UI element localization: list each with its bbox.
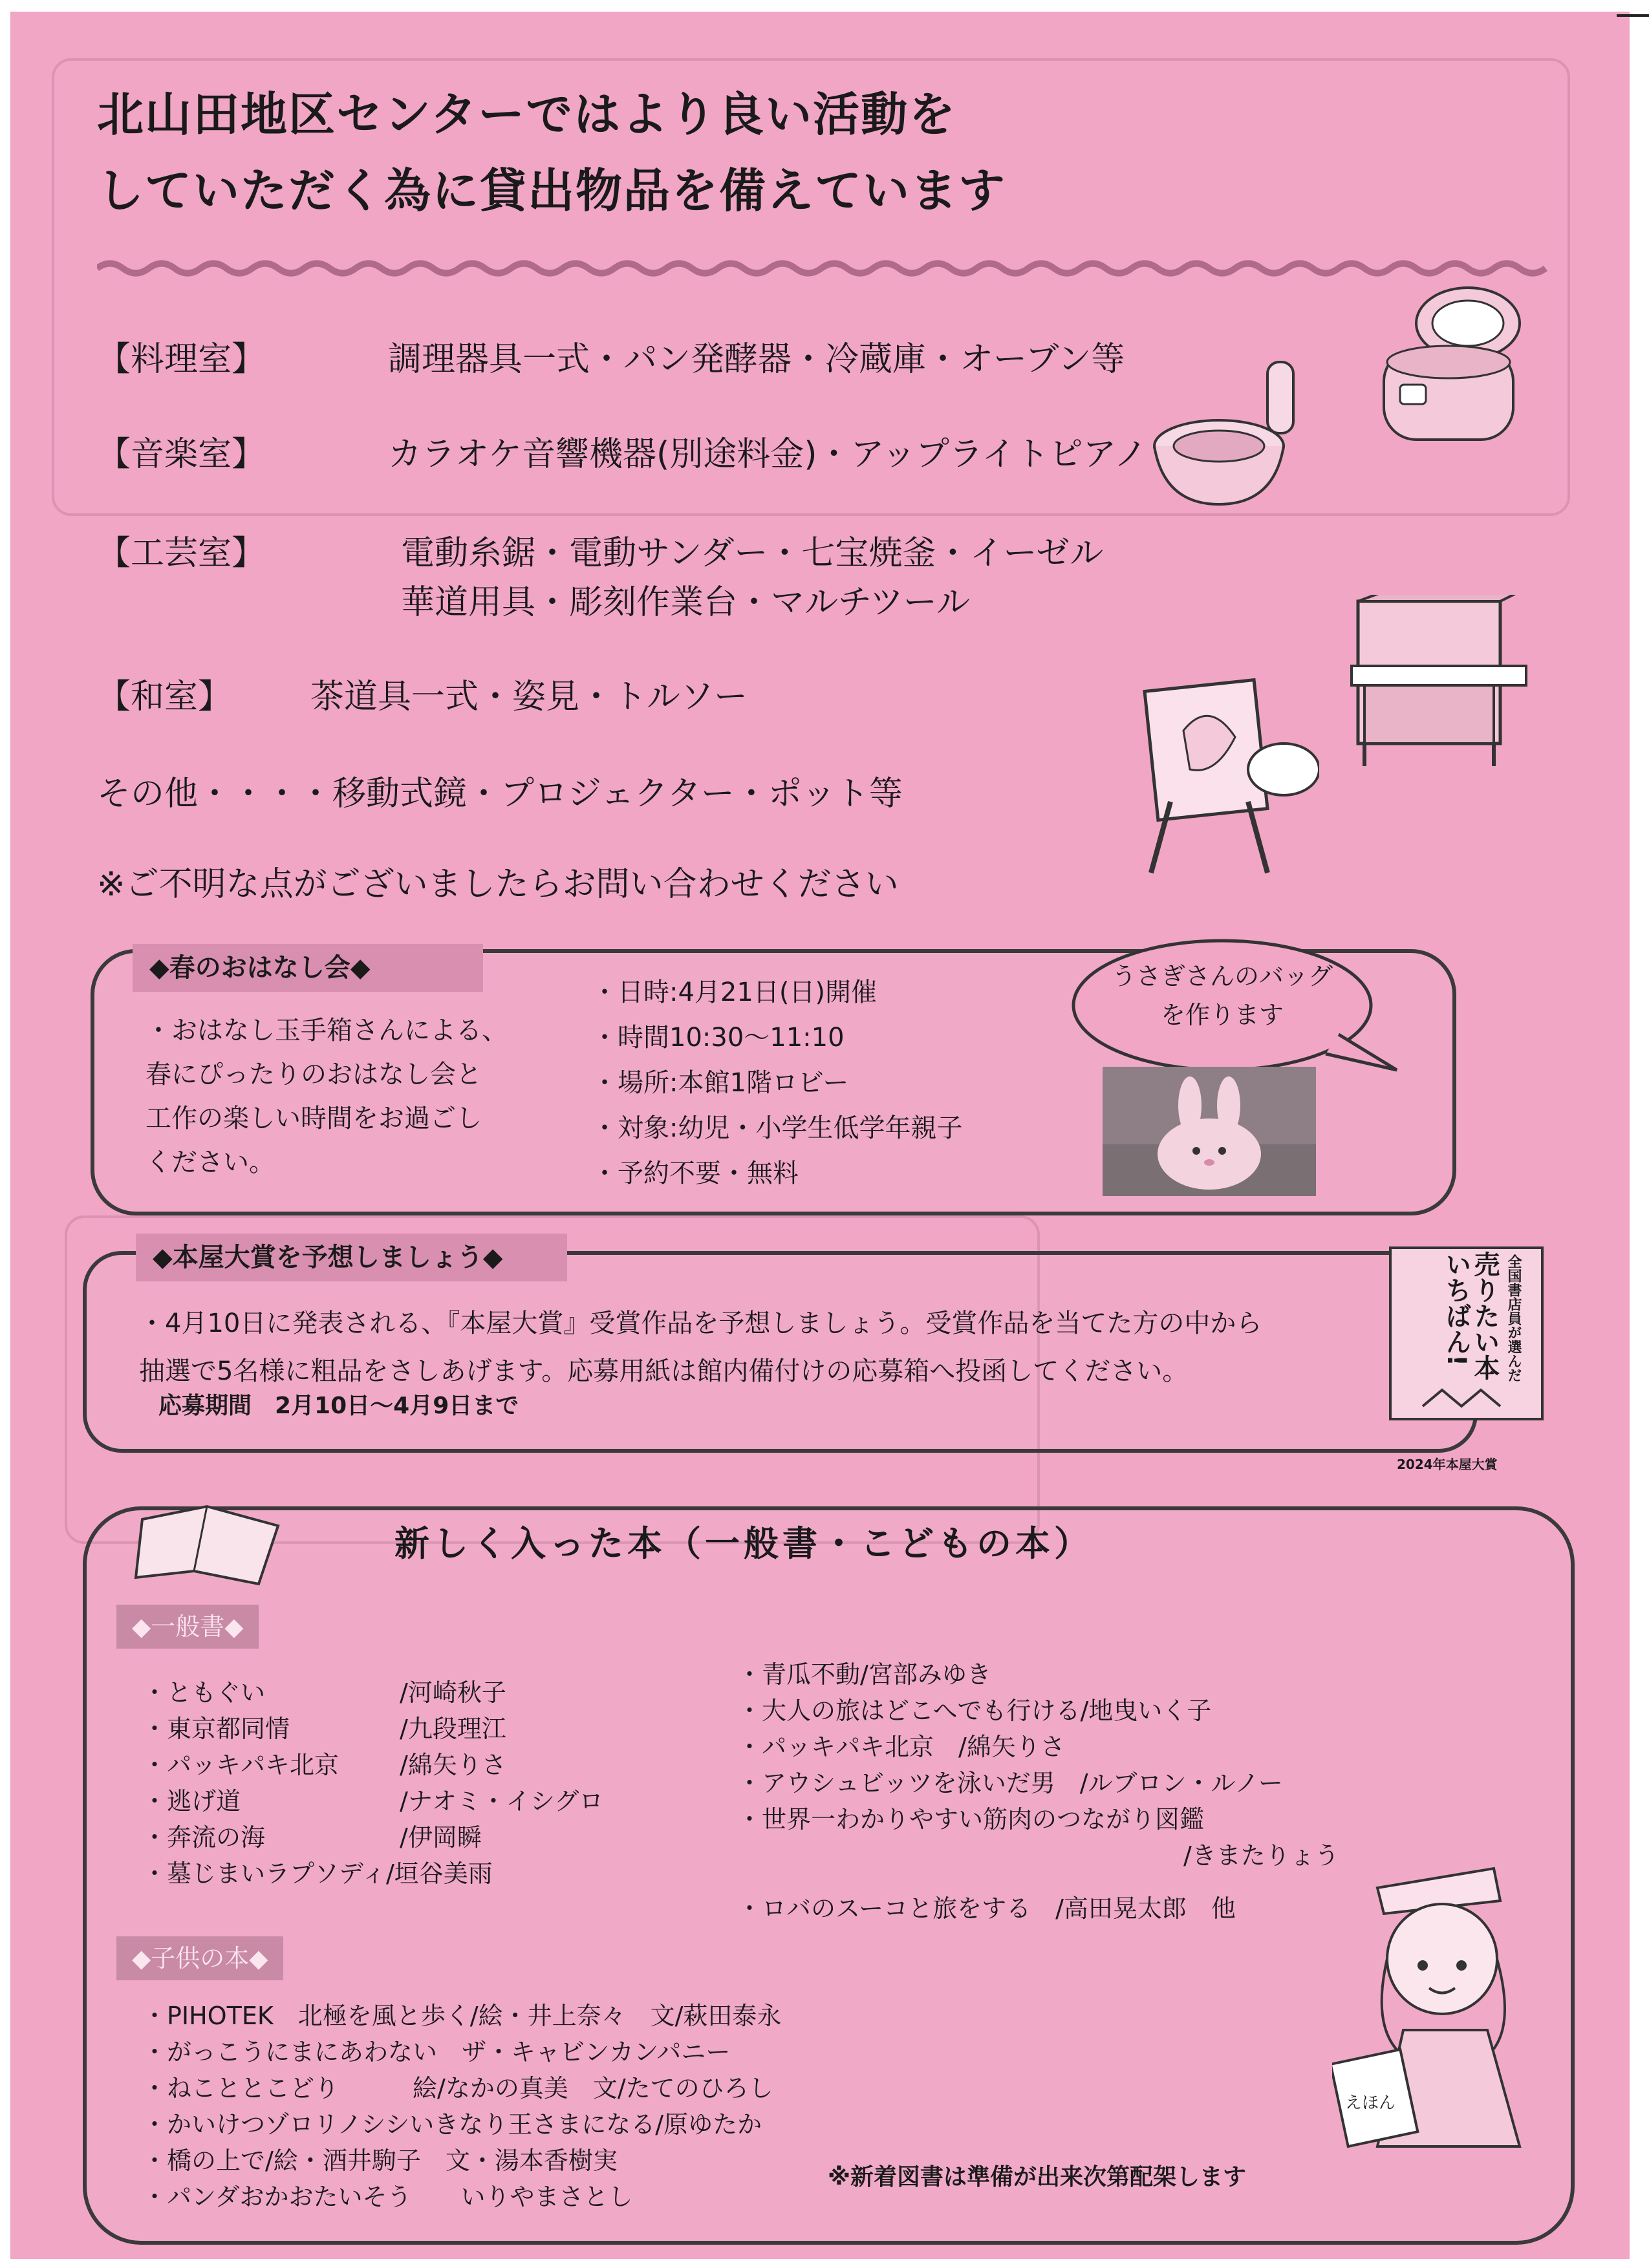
inquiry-note [97, 860, 899, 909]
list-item: ・逃げ道 /ナオミ・イシグロ [142, 1787, 604, 1815]
rabbit-bag-photo [1103, 1067, 1316, 1196]
children-books-list [142, 1998, 781, 2215]
spring-story-description [146, 1009, 508, 1184]
children-books-tag: ◆子供の本◆ [116, 1936, 283, 1980]
list-item: ・パンダおかおたいそう いりやまさとし [142, 2183, 633, 2211]
bubble-line-1: うさぎさんのバッグ [1111, 962, 1333, 990]
description-line-1: ・おはなし玉手箱さんによる、 [146, 1016, 508, 1045]
items-kitchen: 調理器具一式・パン発酵器・冷蔵庫・オーブン等 [388, 340, 1125, 379]
room-label-kitchen: 【料理室】 [97, 340, 266, 379]
rental-row-craft-cont [401, 578, 970, 627]
rental-row-music [97, 430, 1147, 479]
room-label-japanese: 【和室】 [97, 678, 232, 716]
list-item: ・墓じまいラプソディ/垣谷美雨 [142, 1859, 493, 1888]
bookstore-award-tag: ◆本屋大賞を予想しましょう◆ [136, 1234, 567, 1281]
description-line-2: 春にぴったりのおはなし会と [146, 1060, 482, 1089]
award-line-2: 抽選で5名様に粗品をさしあげます。応募用紙は館内備付けの応募箱へ投函してください。 [139, 1356, 1189, 1386]
items-other: その他・・・・移動式鏡・プロジェクター・ポット等 [97, 775, 903, 813]
badge-main-text [1442, 1251, 1499, 1380]
items-japanese: 茶道具一式・姿見・トルソー [310, 678, 748, 716]
piano-illustration [1345, 595, 1533, 769]
scan-margin-left [0, 0, 10, 2268]
list-item: ・かいけつゾロリノシシいきなり王さまになる/原ゆたか [142, 2110, 762, 2139]
list-item: ・大人の旅はどこへでも行ける/地曳いく子 [737, 1696, 1212, 1725]
scan-margin-right [1630, 0, 1649, 2268]
spring-story-details [592, 970, 962, 1196]
list-item: ・パッキパキ北京 /綿矢りさ [142, 1751, 506, 1779]
list-item: ・ともぐい /河崎秋子 [142, 1678, 506, 1707]
list-item: ・がっこうにまにあわない ザ・キャビンカンパニー [142, 2038, 731, 2066]
room-label-craft: 【工芸室】 [97, 534, 266, 573]
crop-mark [1617, 14, 1649, 17]
room-label-music: 【音楽室】 [97, 435, 266, 474]
list-item: ・ロバのスーコと旅をする /高田晃太郎 他 [737, 1894, 1236, 1923]
list-item: ・世界一わかりやすい筋肉のつながり図鑑 [737, 1805, 1205, 1834]
description-line-3: 工作の楽しい時間をお過ごし [146, 1104, 482, 1133]
general-books-tag: ◆一般書◆ [116, 1605, 259, 1649]
list-item: ・奔流の海 /伊岡瞬 [142, 1823, 482, 1852]
rice-cooker-illustration [1364, 272, 1539, 453]
badge-note: 全国書店員が選んだ [1505, 1254, 1522, 1382]
mortar-pestle-illustration [1151, 349, 1319, 511]
list-item: ・東京都同情 /九段理江 [142, 1715, 506, 1743]
list-item: ・アウシュビッツを泳いだ男 /ルブロン・ルノー [737, 1769, 1283, 1797]
detail-place: ・場所:本館1階ロビー [592, 1068, 849, 1098]
scan-margin-top [0, 0, 1649, 12]
application-period: 応募期間 2月10日～4月9日まで [158, 1393, 519, 1419]
rental-row-kitchen [97, 335, 1125, 384]
inquiry-text: ※ご不明な点がございましたらお問い合わせください [97, 865, 899, 904]
scan-margin-bottom [0, 2259, 1649, 2268]
list-item-author: /きまたりょう [1183, 1841, 1339, 1870]
general-books-list-right [737, 1656, 1339, 1927]
bookstore-award-text [139, 1300, 1262, 1395]
list-item: ・ねこととこどり 絵/なかの真美 文/たてのひろし [142, 2074, 773, 2102]
headline-line-1: 北山田地区センターではより良い活動を [97, 87, 957, 142]
detail-time: ・時間10:30～11:10 [592, 1023, 845, 1053]
badge-line-1: 売りたい本 [1470, 1251, 1500, 1380]
open-book-icon [129, 1500, 297, 1590]
page-headline [97, 76, 1390, 229]
list-item: ・PIHOTEK 北極を風と歩く/絵・井上奈々 文/萩田泰永 [142, 2002, 782, 2030]
new-books-title: 新しく入った本（一般書・こどもの本） [394, 1523, 1093, 1564]
badge-line-2: いちばん! [1441, 1251, 1471, 1367]
rental-row-craft [97, 529, 1103, 578]
easel-illustration [1125, 672, 1319, 879]
award-line-1: ・4月10日に発表される、『本屋大賞』受賞作品を予想しましょう。受賞作品を当てた方の中から [139, 1309, 1262, 1338]
items-craft-1: 電動糸鋸・電動サンダー・七宝焼釜・イーゼル [401, 534, 1104, 573]
rental-row-other [97, 769, 903, 818]
general-books-list [142, 1674, 603, 1892]
list-item: ・橋の上で/絵・酒井駒子 文・湯本香樹実 [142, 2146, 618, 2175]
picture-book-label: えほん [1345, 2093, 1396, 2113]
list-item: ・パッキパキ北京 /綿矢りさ [737, 1733, 1065, 1761]
rental-row-japanese [97, 672, 748, 722]
items-music: カラオケ音響機器(別途料金)・アップライトピアノ [388, 435, 1148, 474]
spring-story-tag: ◆春のおはなし会◆ [133, 944, 483, 992]
badge-caption: 2024年本屋大賞 [1397, 1457, 1498, 1472]
items-craft-2: 華道用具・彫刻作業台・マルチツール [401, 583, 970, 622]
shelving-note: ※新着図書は準備が出来次第配架します [828, 2164, 1246, 2190]
detail-target: ・対象:幼児・小学生低学年親子 [592, 1113, 963, 1143]
detail-fee: ・予約不要・無料 [592, 1159, 799, 1188]
wave-divider [97, 259, 1552, 278]
detail-date: ・日時:4月21日(日)開催 [592, 978, 878, 1007]
bubble-line-2: を作ります [1160, 1001, 1284, 1029]
list-item: ・青瓜不動/宮部みゆき [737, 1660, 991, 1689]
description-line-4: ください。 [146, 1148, 275, 1177]
bubble-text [1099, 957, 1345, 1034]
headline-line-2: していただく為に貸出物品を備えています [97, 164, 1007, 218]
